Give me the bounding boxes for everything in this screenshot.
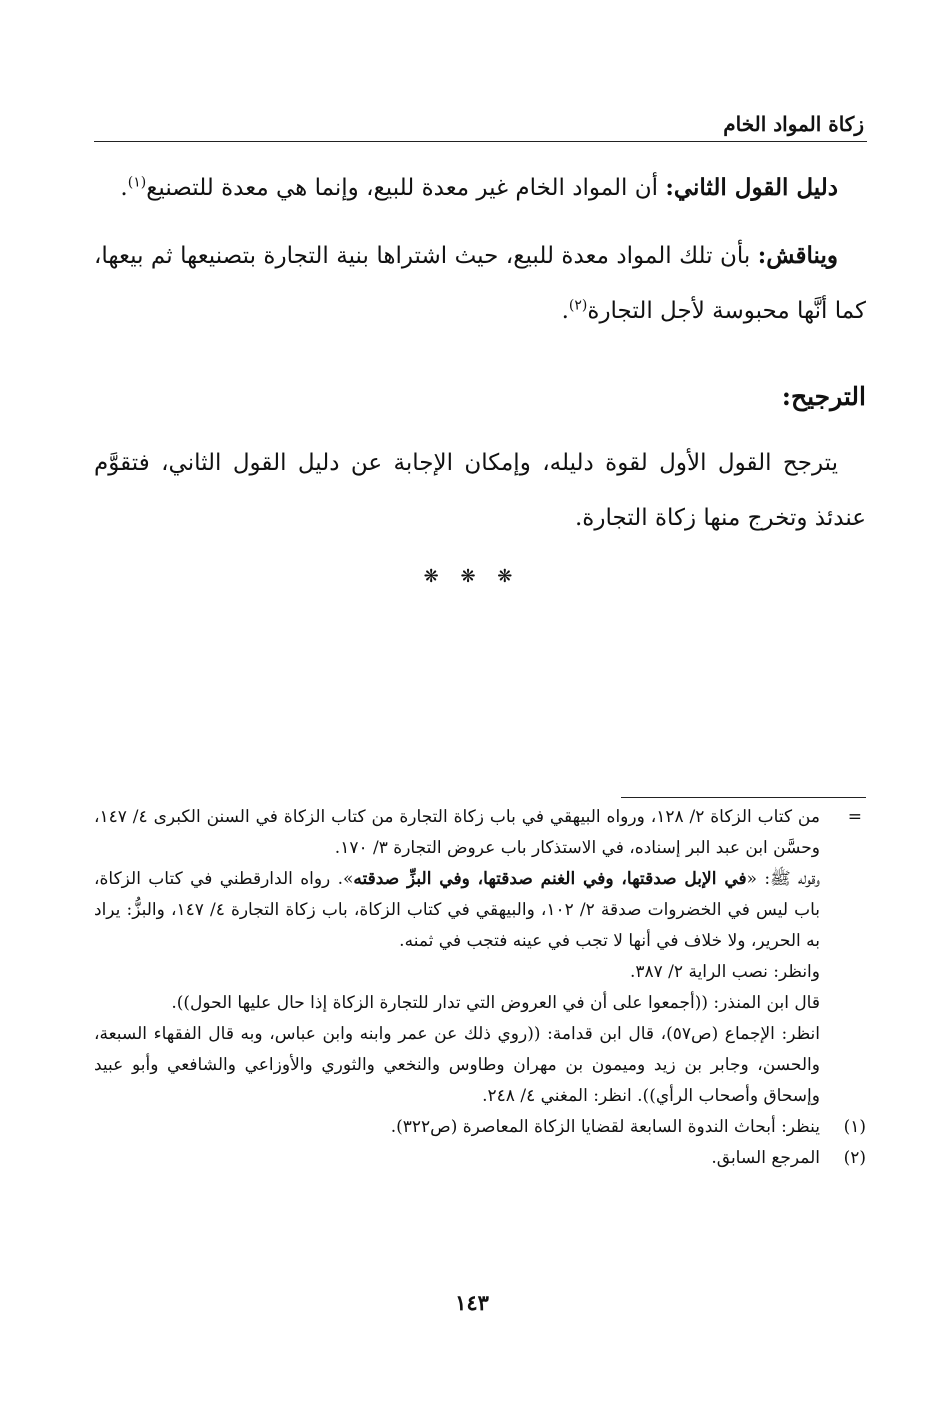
footnote-continuation (94, 802, 866, 1112)
footnote-1 (94, 1112, 866, 1143)
footnote-rule (621, 797, 866, 798)
footnote-line: من كتاب الزكاة ٢/ ١٢٨، ورواه البيهقي في باب زكاة التجارة من كتاب الزكاة في السنن الكبرى ٤/ ١٤٧، وحسَّن ابن عبد البر إسناده، في الاستذكار باب عروض التجارة ٣/ ١٧٠. (94, 807, 820, 858)
footnote-line: انظر: الإجماع (ص٥٧)، قال ابن قدامة: ((روي ذلك عن عمر وابنه وابن عباس، وبه قال الفقهاء السبعة، والحسن، وجابر بن زيد وميمون بن مهران وطاوس والنخعي والثوري والأوزاعي والشافعي وأبو عبيد وإسحاق وأصحاب الرأي)). انظر: المغني ٤/ ٢٤٨. (94, 1024, 820, 1106)
term-second-opinion-evidence: دليل القول الثاني: (665, 174, 838, 201)
footnote-line: وانظر: نصب الراية ٢/ ٣٨٧. (629, 962, 820, 982)
paragraph-text: أن المواد الخام غير معدة للبيع، وإنما هي معدة للتصنيع (146, 175, 666, 201)
footnote-line-hadith (94, 864, 820, 957)
footnote-ref-1[interactable]: (١) (127, 174, 147, 191)
continuation-mark: = (847, 807, 862, 827)
footnote-2 (94, 1143, 866, 1174)
paragraph-text: بأن تلك المواد معدة للبيع، حيث اشتراها بنية التجارة بتصنيعها ثم بيعها، كما أنَّها محبوسة لأجل التجارة (94, 243, 866, 324)
paragraph-end: . (561, 298, 569, 324)
main-text (94, 160, 866, 546)
footnotes (94, 802, 866, 1174)
term-discussion: ويناقش: (757, 242, 838, 269)
footnote-ref-2[interactable]: (٢) (568, 297, 588, 314)
footnote-text: ». رواه الدارقطني في كتاب الزكاة، باب ليس في الخضروات صدقة ٢/ ١٠٢، والبيهقي في كتاب الزكاة، باب زكاة التجارة ٤/ ١٤٧، والبزُّ: يراد به الحرير، ولا خلاف في أنها لا تجب في عينه فتجب في ثمنه. (94, 869, 821, 951)
header-rule (94, 141, 867, 142)
paragraph-tarjih: يترجح القول الأول لقوة دليله، وإمكان الإجابة عن دليل القول الثاني، فتقوَّم عندئذ وتخرج منها زكاة التجارة. (94, 450, 866, 531)
footnote-text: وقوله ﷺ: « (746, 869, 820, 889)
footnote-line: قال ابن المنذر: ((أجمعوا على أن في العروض التي تدار للتجارة الزكاة إذا حال عليها الحول)). (171, 993, 820, 1013)
running-title: زكاة المواد الخام (723, 112, 864, 136)
paragraph-end: . (120, 175, 128, 201)
footnote-number: (٢) (843, 1148, 866, 1168)
paragraph-second-opinion-evidence (94, 160, 866, 216)
footnote-text: ينظر: أبحاث الندوة السابعة لقضايا الزكاة المعاصرة (ص٣٢٢). (390, 1117, 820, 1137)
section-separator: ❋ ❋ ❋ (423, 566, 521, 587)
hadith-text: في الإبل صدقتها، وفي الغنم صدقتها، وفي البزِّ صدقته (353, 869, 747, 889)
section-heading-tarjih: الترجيح: (781, 382, 866, 411)
page-number: ١٤٣ (455, 1290, 489, 1315)
footnote-text: المرجع السابق. (711, 1148, 820, 1168)
paragraph-discussion (94, 228, 866, 339)
footnote-number: (١) (843, 1117, 866, 1137)
